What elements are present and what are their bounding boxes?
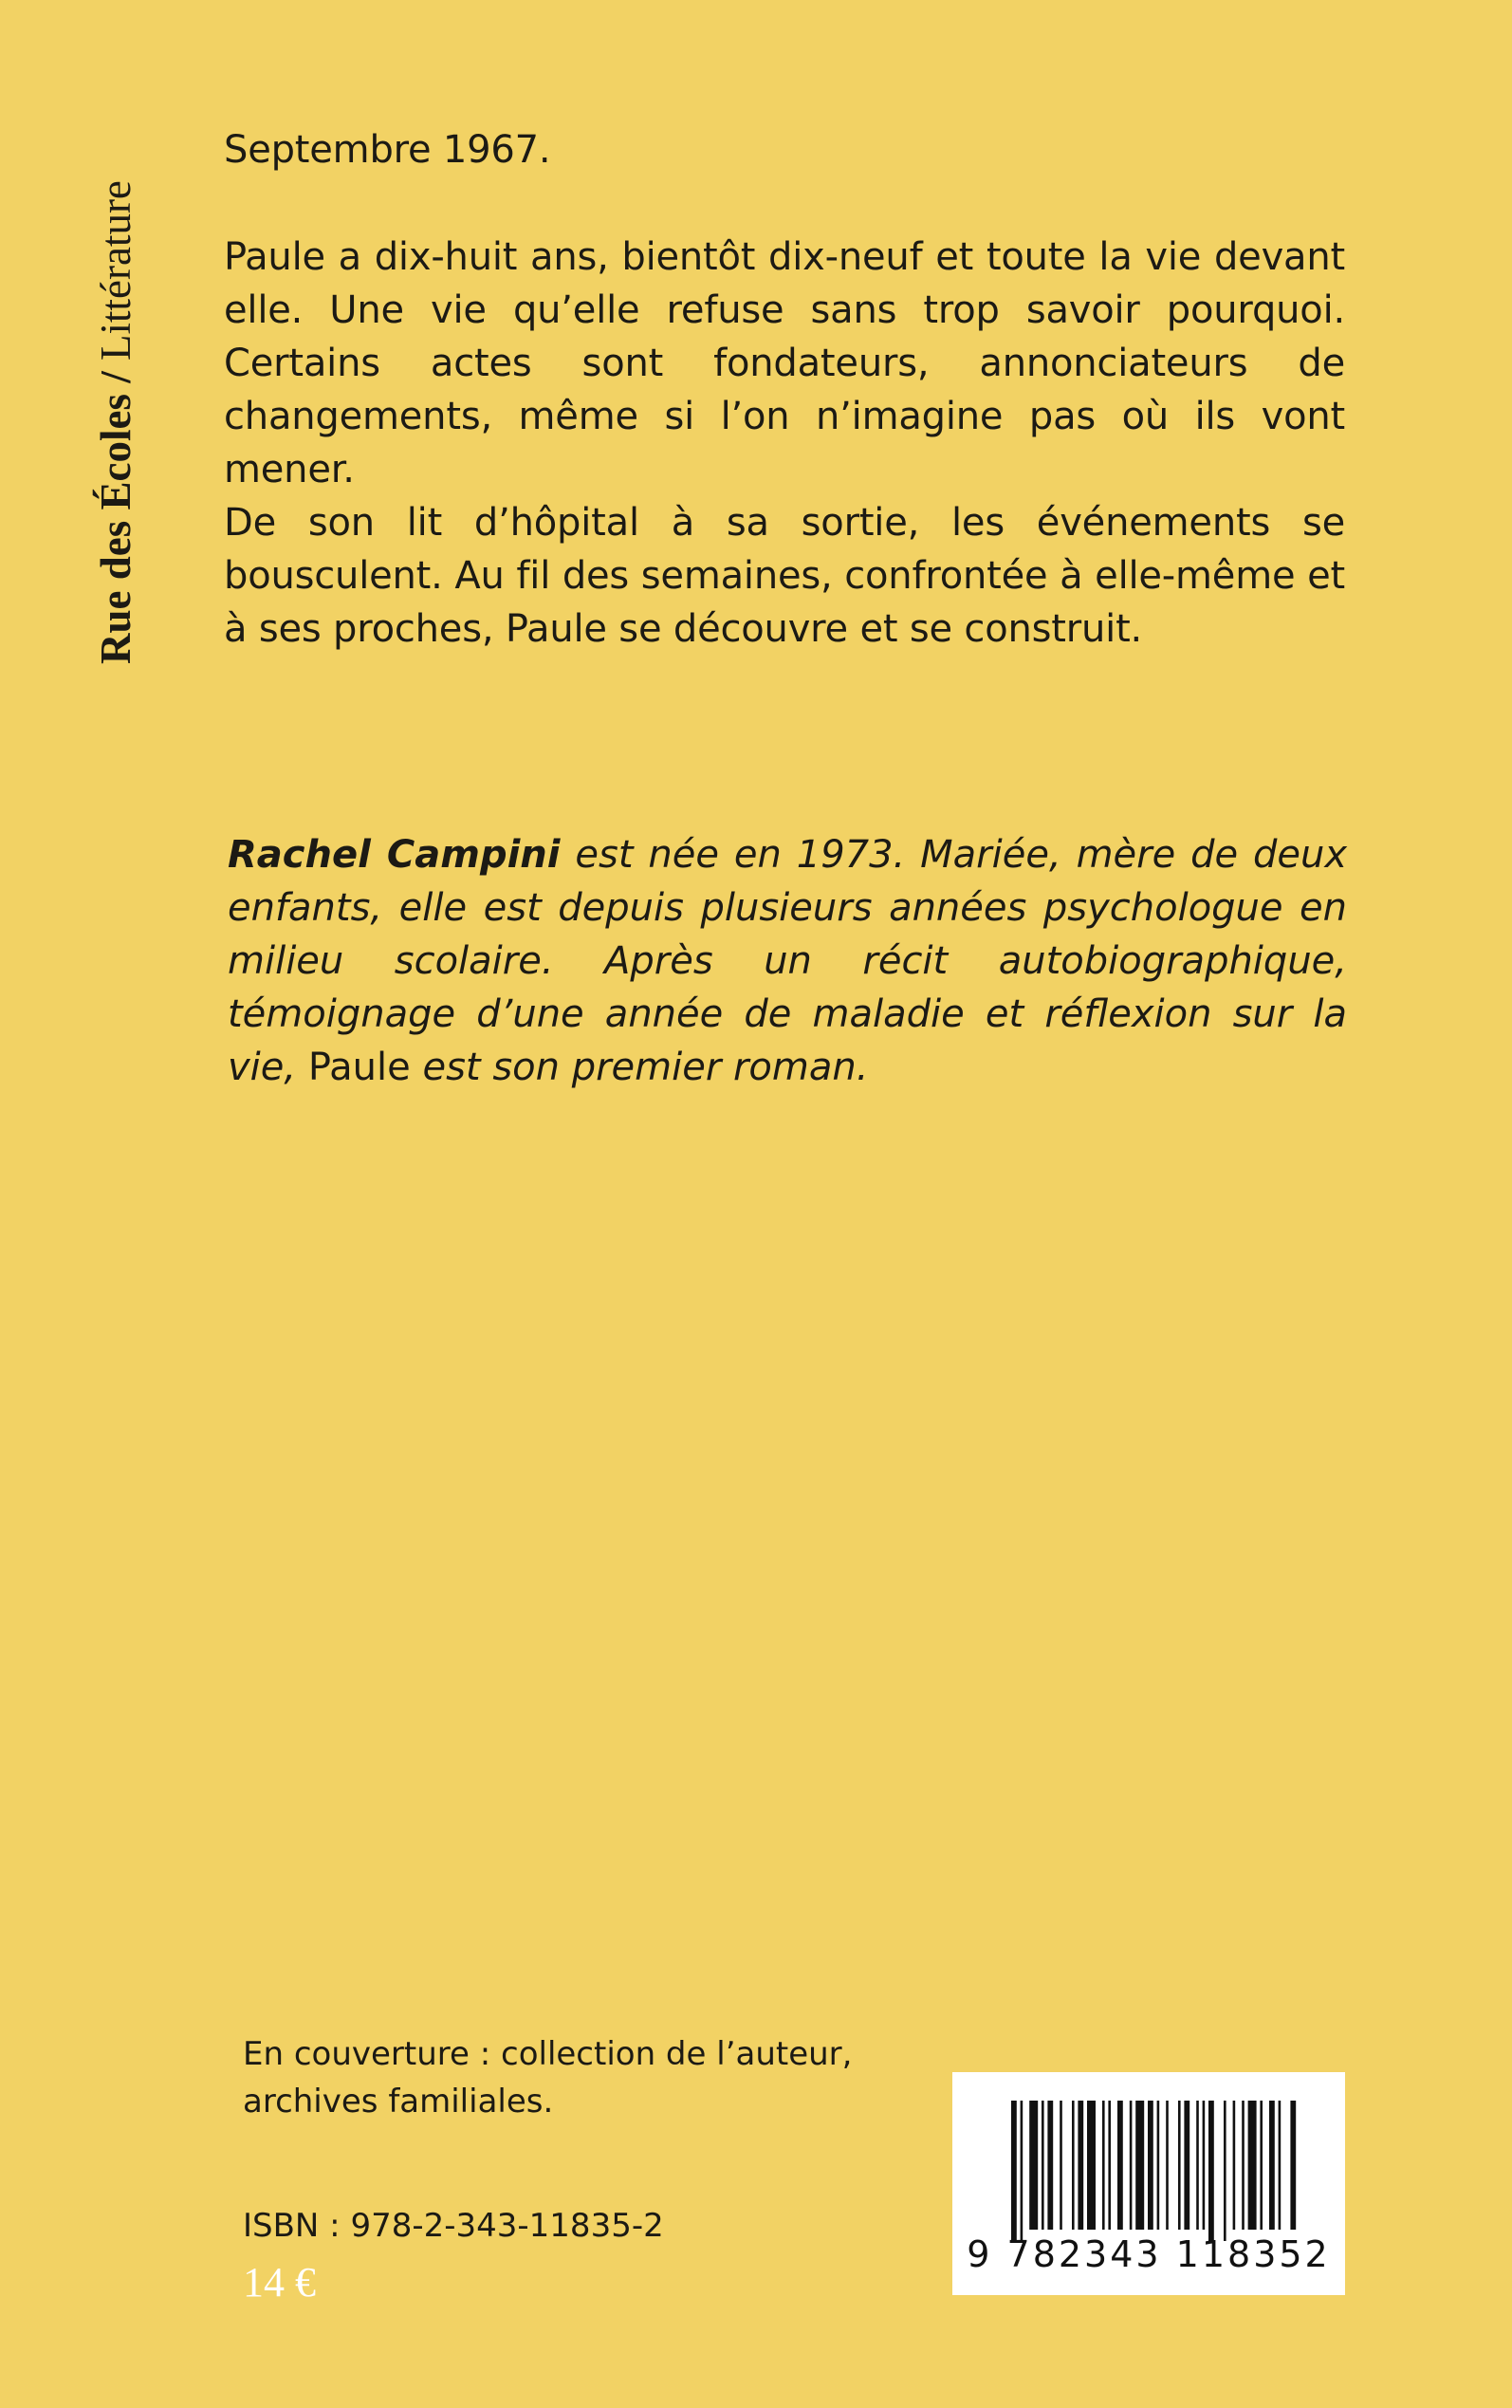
spine-label: [92, 180, 139, 664]
blurb-paragraph-1: Paule a dix-huit ans, bientôt dix-neuf et toute la vie devant elle. Une vie qu’elle refuse sans trop savoir pourquoi. Certains actes sont fondateurs, annonciateurs de changements, même si l’on n’imagine pas où ils vont mener.: [224, 235, 1345, 491]
barcode-bar: [1011, 2101, 1017, 2241]
cover-credit-line-1: En couverture : collection de l’auteur,: [243, 2035, 853, 2073]
barcode-bar: [1135, 2101, 1144, 2230]
barcode-bar: [1087, 2101, 1096, 2230]
series-name: Rue des Écoles: [92, 394, 139, 664]
barcode-bar: [1242, 2101, 1245, 2230]
barcode-bar: [1224, 2101, 1226, 2241]
blurb-paragraph-2: De son lit d’hôpital à sa sortie, les événements se bousculent. Au fil des semaines, confrontée à elle-même et à ses proches, Paule se découvre et se construit.: [224, 501, 1345, 651]
barcode-bar: [1279, 2101, 1282, 2230]
barcode-bar: [1196, 2101, 1199, 2230]
barcode-bar: [1072, 2101, 1075, 2230]
genre-name: Littérature: [92, 180, 139, 361]
author-bio: [228, 828, 1347, 1094]
barcode-bar: [1203, 2101, 1206, 2230]
book-title-ref: Paule: [307, 1046, 411, 1089]
spine-separator: /: [92, 360, 139, 394]
barcode-bar: [1102, 2101, 1105, 2230]
blurb-date: Septembre 1967.: [224, 128, 551, 172]
barcode-bar: [1248, 2101, 1257, 2230]
barcode-bar: [1290, 2101, 1296, 2230]
barcode-bar: [1269, 2101, 1275, 2230]
cover-credit: [243, 2030, 852, 2125]
barcode-bar: [1178, 2101, 1181, 2230]
barcode-bar: [1148, 2101, 1153, 2230]
price-label: 14 €: [243, 2259, 316, 2306]
author-name: Rachel Campini: [228, 833, 561, 877]
barcode-bar: [1157, 2101, 1160, 2230]
bio-ending: est son premier roman.: [410, 1046, 869, 1089]
barcode-bar: [1029, 2101, 1038, 2230]
barcode-bar: [1078, 2101, 1083, 2230]
barcode-bar: [1021, 2101, 1023, 2241]
barcode: [952, 2072, 1345, 2295]
barcode-bar: [1108, 2101, 1111, 2230]
barcode-bar: [1208, 2101, 1214, 2241]
barcode-bar: [1166, 2101, 1169, 2230]
barcode-bar: [1130, 2101, 1133, 2230]
barcode-bar: [1060, 2101, 1062, 2230]
barcode-bar: [1233, 2101, 1236, 2230]
barcode-bar: [1042, 2101, 1044, 2230]
isbn-label: ISBN : 978-2-343-11835-2: [243, 2207, 664, 2245]
barcode-bar: [1047, 2101, 1053, 2230]
cover-credit-line-2: archives familiales.: [243, 2083, 554, 2121]
barcode-bar: [1184, 2101, 1189, 2230]
barcode-bar: [1260, 2101, 1263, 2230]
barcode-bar: [1117, 2101, 1123, 2230]
barcode-digits: 9 782343 118352: [967, 2233, 1331, 2275]
bio-text: est née en 1973. Mariée, mère de deux enfants, elle est depuis plusieurs années psychologue en milieu scolaire. Après un récit autobiographique, témoignage d’une année de maladie et réflexion sur la vie,: [228, 833, 1348, 1089]
